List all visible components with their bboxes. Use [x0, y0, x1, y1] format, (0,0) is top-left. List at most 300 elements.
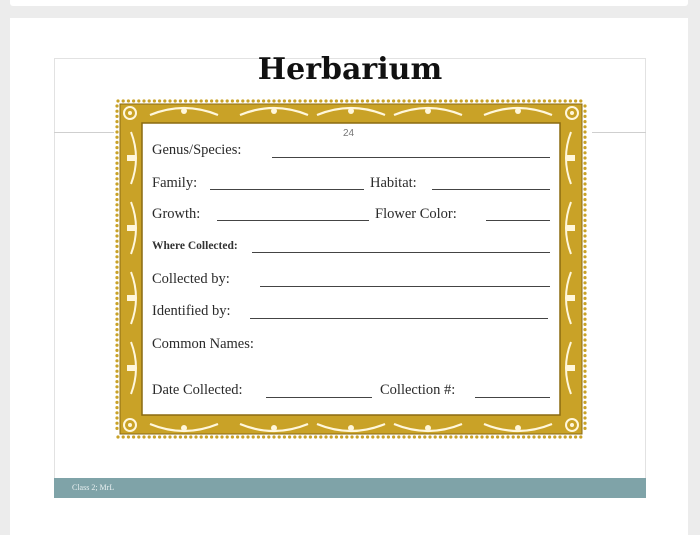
frame-dot	[583, 338, 586, 341]
frame-corner-dot	[128, 423, 132, 427]
frame-dot	[583, 390, 586, 393]
frame-dot	[115, 390, 118, 393]
frame-dot	[413, 435, 416, 438]
frame-dot	[148, 99, 151, 102]
frame-dot	[283, 99, 286, 102]
frame-dot	[115, 260, 118, 263]
genus-species-label: Genus/Species:	[152, 142, 242, 158]
frame-dot	[115, 312, 118, 315]
frame-dot	[583, 193, 586, 196]
frame-dot	[413, 99, 416, 102]
frame-dot	[330, 99, 333, 102]
genus-species-line	[272, 157, 550, 158]
frame-dot	[272, 99, 275, 102]
date-collected-line	[266, 397, 372, 398]
frame-rosette	[181, 108, 187, 114]
frame-dot	[583, 130, 586, 133]
frame-dot	[583, 318, 586, 321]
frame-dot	[548, 99, 551, 102]
frame-dot	[583, 333, 586, 336]
frame-dot	[460, 435, 463, 438]
frame-dot	[423, 99, 426, 102]
frame-dot	[527, 99, 530, 102]
frame-dot	[174, 435, 177, 438]
frame-dot	[465, 99, 468, 102]
frame-dot	[262, 99, 265, 102]
frame-dot	[115, 229, 118, 232]
frame-dot	[449, 435, 452, 438]
frame-dot	[340, 99, 343, 102]
frame-dot	[583, 323, 586, 326]
frame-dot	[408, 99, 411, 102]
frame-dot	[569, 435, 572, 438]
frame-rosette	[348, 425, 354, 431]
frame-dot	[423, 435, 426, 438]
frame-dot	[564, 435, 567, 438]
frame-dot	[583, 328, 586, 331]
habitat-line	[432, 189, 550, 190]
frame-dot	[153, 99, 156, 102]
collected-by-line	[260, 286, 550, 287]
frame-dot	[115, 266, 118, 269]
frame-dot	[583, 219, 586, 222]
frame-dot	[583, 302, 586, 305]
frame-dot	[184, 99, 187, 102]
frame-dot	[293, 435, 296, 438]
frame-dot	[583, 110, 586, 113]
footer-bar	[54, 478, 646, 498]
frame-dot	[115, 318, 118, 321]
frame-dot	[115, 297, 118, 300]
frame-dot	[115, 245, 118, 248]
frame-dot	[127, 435, 130, 438]
frame-dot	[345, 99, 348, 102]
frame-dot	[470, 435, 473, 438]
frame-dot	[512, 435, 515, 438]
frame-dot	[512, 99, 515, 102]
frame-dot	[376, 99, 379, 102]
frame-dot	[115, 349, 118, 352]
frame-dot	[345, 435, 348, 438]
frame-dot	[583, 151, 586, 154]
frame-dot	[470, 99, 473, 102]
frame-dot	[460, 99, 463, 102]
frame-dot	[583, 276, 586, 279]
frame-dot	[115, 104, 118, 107]
frame-dot	[583, 115, 586, 118]
frame-dot	[583, 203, 586, 206]
family-label: Family:	[152, 175, 198, 191]
frame-dot	[583, 370, 586, 373]
frame-dot	[335, 435, 338, 438]
frame-dot	[241, 99, 244, 102]
frame-dot	[246, 435, 249, 438]
frame-dot	[480, 435, 483, 438]
frame-dot	[583, 250, 586, 253]
frame-dot	[116, 99, 119, 102]
frame-dot	[583, 349, 586, 352]
frame-dot	[210, 435, 213, 438]
frame-dot	[444, 435, 447, 438]
frame-dot	[583, 177, 586, 180]
frame-dot	[314, 435, 317, 438]
frame-dot	[558, 435, 561, 438]
frame-dot	[583, 375, 586, 378]
frame-dot	[583, 172, 586, 175]
frame-dot	[115, 214, 118, 217]
frame-dot	[324, 99, 327, 102]
frame-dot	[543, 435, 546, 438]
frame-dot	[115, 370, 118, 373]
identified-by-line	[250, 318, 548, 319]
frame-dot	[153, 435, 156, 438]
frame-dot	[115, 198, 118, 201]
frame-dot	[115, 375, 118, 378]
frame-dot	[298, 99, 301, 102]
frame-dot	[501, 435, 504, 438]
frame-dot	[376, 435, 379, 438]
frame-dot	[382, 435, 385, 438]
frame-dot	[324, 435, 327, 438]
frame-dot	[583, 297, 586, 300]
frame-dot	[174, 99, 177, 102]
frame-dot	[583, 380, 586, 383]
frame-dot	[115, 203, 118, 206]
frame-dot	[293, 99, 296, 102]
frame-dot	[583, 406, 586, 409]
frame-corner-dot	[128, 111, 132, 115]
frame-dot	[335, 99, 338, 102]
frame-dot	[350, 99, 353, 102]
frame-dot	[115, 328, 118, 331]
frame-dot	[246, 99, 249, 102]
frame-dot	[115, 406, 118, 409]
frame-dot	[220, 99, 223, 102]
frame-dot	[449, 99, 452, 102]
collected-by-label: Collected by:	[152, 271, 230, 287]
growth-line	[217, 220, 369, 221]
page-title: Herbarium	[257, 52, 443, 87]
frame-dot	[298, 435, 301, 438]
frame-dot	[418, 99, 421, 102]
frame-dot	[122, 99, 125, 102]
frame-dot	[574, 435, 577, 438]
frame-dot	[115, 219, 118, 222]
frame-dot	[122, 435, 125, 438]
frame-dot	[137, 435, 140, 438]
frame-dot	[532, 435, 535, 438]
frame-dot	[583, 422, 586, 425]
frame-dot	[309, 435, 312, 438]
frame-dot	[115, 250, 118, 253]
frame-dot	[583, 271, 586, 274]
frame-dot	[189, 99, 192, 102]
frame-dot	[583, 156, 586, 159]
frame-dot	[115, 416, 118, 419]
frame-dot	[428, 435, 431, 438]
frame-dot	[583, 255, 586, 258]
frame-rosette	[127, 225, 135, 231]
frame-rosette	[127, 365, 135, 371]
frame-dot	[517, 435, 520, 438]
frame-dot	[115, 271, 118, 274]
previous-page-edge	[10, 0, 688, 6]
frame-dot	[356, 99, 359, 102]
frame-dot	[439, 435, 442, 438]
frame-dot	[583, 427, 586, 430]
frame-dot	[569, 99, 572, 102]
frame-dot	[350, 435, 353, 438]
frame-dot	[215, 99, 218, 102]
frame-dot	[241, 435, 244, 438]
frame-dot	[366, 99, 369, 102]
frame-dot	[583, 234, 586, 237]
frame-dot	[454, 435, 457, 438]
divider-right	[592, 132, 646, 133]
frame-dot	[402, 435, 405, 438]
frame-dot	[532, 99, 535, 102]
frame-dot	[115, 359, 118, 362]
frame-dot	[387, 435, 390, 438]
frame-dot	[548, 435, 551, 438]
frame-dot	[475, 99, 478, 102]
frame-rosette	[271, 108, 277, 114]
frame-dot	[330, 435, 333, 438]
frame-rosette	[425, 108, 431, 114]
frame-dot	[226, 99, 229, 102]
frame-dot	[309, 99, 312, 102]
frame-rosette	[567, 225, 575, 231]
frame-dot	[142, 99, 145, 102]
frame-dot	[434, 99, 437, 102]
frame-dot	[115, 188, 118, 191]
frame-dot	[127, 99, 130, 102]
frame-dot	[454, 99, 457, 102]
frame-dot	[168, 99, 171, 102]
frame-dot	[194, 435, 197, 438]
frame-dot	[491, 435, 494, 438]
family-line	[210, 189, 364, 190]
frame-dot	[115, 276, 118, 279]
frame-dot	[115, 167, 118, 170]
frame-dot	[115, 125, 118, 128]
frame-dot	[257, 435, 260, 438]
frame-dot	[283, 435, 286, 438]
frame-dot	[583, 245, 586, 248]
frame-dot	[583, 286, 586, 289]
frame-dot	[179, 435, 182, 438]
frame-dot	[501, 99, 504, 102]
frame-rosette	[127, 295, 135, 301]
frame-dot	[200, 99, 203, 102]
frame-dot	[506, 99, 509, 102]
collection-number-line	[475, 397, 550, 398]
frame-dot	[397, 99, 400, 102]
frame-dot	[319, 435, 322, 438]
frame-dot	[361, 99, 364, 102]
frame-dot	[252, 99, 255, 102]
frame-dot	[382, 99, 385, 102]
frame-dot	[583, 354, 586, 357]
frame-dot	[366, 435, 369, 438]
frame-dot	[115, 255, 118, 258]
frame-dot	[583, 229, 586, 232]
frame-dot	[115, 427, 118, 430]
frame-dot	[583, 307, 586, 310]
frame-dot	[371, 99, 374, 102]
frame-dot	[480, 99, 483, 102]
frame-dot	[392, 435, 395, 438]
frame-rosette	[348, 108, 354, 114]
frame-dot	[583, 240, 586, 243]
frame-dot	[428, 99, 431, 102]
frame-dot	[115, 224, 118, 227]
frame-dot	[583, 416, 586, 419]
frame-dot	[527, 435, 530, 438]
frame-dot	[115, 307, 118, 310]
frame-dot	[189, 435, 192, 438]
frame-dot	[252, 435, 255, 438]
frame-dot	[486, 435, 489, 438]
frame-dot	[583, 214, 586, 217]
frame-dot	[194, 99, 197, 102]
frame-dot	[583, 208, 586, 211]
frame-dot	[583, 385, 586, 388]
frame-dot	[115, 385, 118, 388]
label-card	[143, 124, 559, 411]
frame-dot	[356, 435, 359, 438]
frame-dot	[163, 435, 166, 438]
frame-dot	[267, 435, 270, 438]
frame-dot	[583, 188, 586, 191]
frame-dot	[115, 130, 118, 133]
frame-dot	[215, 435, 218, 438]
frame-dot	[579, 435, 582, 438]
frame-rosette	[567, 155, 575, 161]
frame-dot	[116, 435, 119, 438]
frame-dot	[496, 99, 499, 102]
divider-left	[54, 132, 114, 133]
frame-dot	[340, 435, 343, 438]
frame-dot	[115, 193, 118, 196]
frame-dot	[272, 435, 275, 438]
frame-dot	[402, 99, 405, 102]
frame-dot	[205, 99, 208, 102]
frame-dot	[553, 435, 556, 438]
frame-dot	[553, 99, 556, 102]
frame-dot	[583, 125, 586, 128]
frame-dot	[583, 344, 586, 347]
frame-dot	[439, 99, 442, 102]
frame-dot	[132, 435, 135, 438]
frame-dot	[319, 99, 322, 102]
frame-dot	[288, 435, 291, 438]
common-names-label: Common Names:	[152, 336, 254, 352]
frame-dot	[137, 99, 140, 102]
frame-dot	[543, 99, 546, 102]
habitat-label: Habitat:	[370, 175, 417, 191]
frame-dot	[158, 435, 161, 438]
frame-dot	[115, 151, 118, 154]
frame-dot	[387, 99, 390, 102]
frame-dot	[496, 435, 499, 438]
frame-dot	[236, 99, 239, 102]
frame-dot	[205, 435, 208, 438]
frame-dot	[220, 435, 223, 438]
frame-rosette	[567, 295, 575, 301]
frame-dot	[418, 435, 421, 438]
frame-dot	[434, 435, 437, 438]
frame-dot	[579, 99, 582, 102]
frame-dot	[583, 359, 586, 362]
frame-dot	[115, 120, 118, 123]
frame-dot	[583, 146, 586, 149]
frame-dot	[115, 156, 118, 159]
frame-dot	[236, 435, 239, 438]
frame-dot	[115, 162, 118, 165]
frame-dot	[444, 99, 447, 102]
frame-corner-dot	[570, 423, 574, 427]
frame-dot	[115, 136, 118, 139]
frame-dot	[583, 224, 586, 227]
frame-dot	[115, 344, 118, 347]
frame-rosette	[515, 108, 521, 114]
frame-rosette	[181, 425, 187, 431]
frame-dot	[179, 99, 182, 102]
frame-rosette	[515, 425, 521, 431]
frame-dot	[538, 99, 541, 102]
frame-dot	[517, 99, 520, 102]
frame-dot	[115, 396, 118, 399]
frame-dot	[115, 292, 118, 295]
frame-dot	[168, 435, 171, 438]
frame-dot	[257, 99, 260, 102]
frame-dot	[583, 198, 586, 201]
frame-dot	[278, 99, 281, 102]
frame-dot	[267, 99, 270, 102]
frame-dot	[583, 292, 586, 295]
frame-dot	[583, 364, 586, 367]
frame-dot	[200, 435, 203, 438]
where-collected-label: Where Collected:	[152, 240, 238, 252]
frame-dot	[583, 182, 586, 185]
frame-dot	[304, 435, 307, 438]
frame-dot	[583, 281, 586, 284]
frame-rosette	[567, 365, 575, 371]
growth-label: Growth:	[152, 206, 201, 222]
frame-dot	[583, 136, 586, 139]
frame-dot	[115, 146, 118, 149]
frame-dot	[115, 364, 118, 367]
frame-dot	[115, 172, 118, 175]
frame-dot	[564, 99, 567, 102]
frame-dot	[115, 323, 118, 326]
frame-dot	[262, 435, 265, 438]
frame-dot	[583, 162, 586, 165]
frame-rosette	[271, 425, 277, 431]
frame-dot	[583, 104, 586, 107]
frame-dot	[574, 99, 577, 102]
frame-dot	[583, 411, 586, 414]
frame-dot	[361, 435, 364, 438]
frame-dot	[522, 435, 525, 438]
frame-dot	[158, 99, 161, 102]
frame-dot	[115, 141, 118, 144]
frame-dot	[132, 99, 135, 102]
frame-dot	[115, 234, 118, 237]
frame-dot	[115, 411, 118, 414]
frame-dot	[163, 99, 166, 102]
